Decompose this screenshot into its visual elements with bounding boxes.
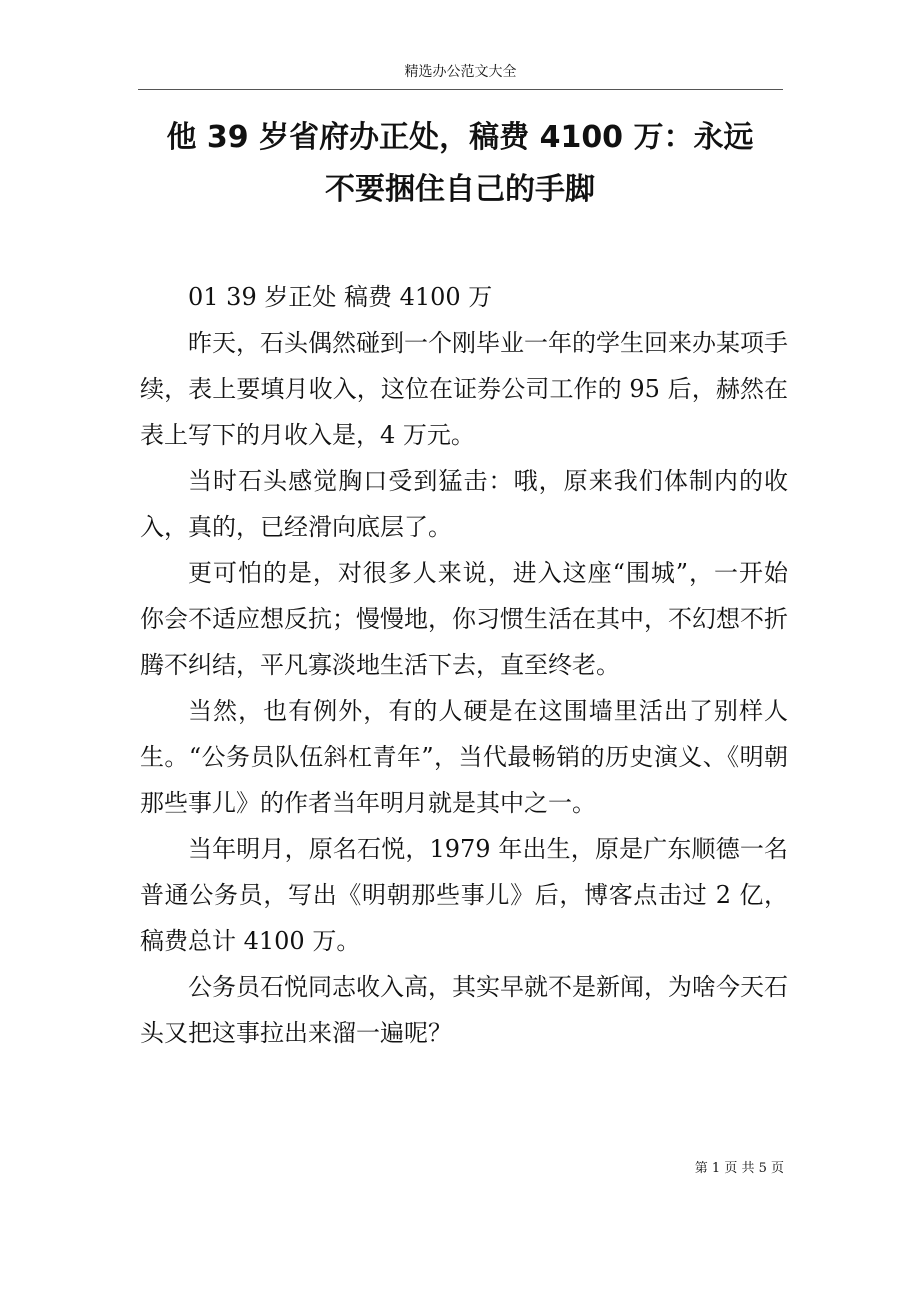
section-heading: 01 39 岁正处 稿费 4100 万	[188, 283, 493, 311]
paragraph: 当年明月，原名石悦，1979 年出生，原是广东顺德一名普通公务员，写出《明朝那些事儿》后，博客点击过 2 亿，稿费总计 4100 万。	[140, 835, 788, 955]
paragraph: 当时石头感觉胸口受到猛击：哦，原来我们体制内的收入，真的，已经滑向底层了。	[140, 467, 788, 541]
paragraph: 当然，也有例外，有的人硬是在这围墙里活出了别样人生。“公务员队伍斜杠青年”，当代最畅销的历史演义、《明朝那些事儿》的作者当年明月就是其中之一。	[140, 697, 788, 817]
paragraph: 昨天，石头偶然碰到一个刚毕业一年的学生回来办某项手续，表上要填月收入，这位在证券公司工作的 95 后，赫然在表上写下的月收入是，4 万元。	[140, 329, 788, 449]
page-header: 精选办公范文大全	[404, 64, 517, 80]
header-divider	[138, 89, 783, 90]
paragraph: 更可怕的是，对很多人来说，进入这座“围城”，一开始你会不适应想反抗；慢慢地，你习惯生活在其中，不幻想不折腾不纠结，平凡寡淡地生活下去，直至终老。	[140, 559, 788, 679]
title-line-1: 他 39 岁省府办正处，稿费 4100 万：永远	[166, 120, 754, 155]
page-number: 第 1 页 共 5 页	[694, 1161, 784, 1176]
title-line-2: 不要捆住自己的手脚	[325, 172, 595, 207]
paragraph: 公务员石悦同志收入高，其实早就不是新闻，为啥今天石头又把这事拉出来溜一遍呢？	[140, 973, 788, 1047]
document-title	[120, 112, 800, 216]
article-body	[140, 274, 788, 1056]
